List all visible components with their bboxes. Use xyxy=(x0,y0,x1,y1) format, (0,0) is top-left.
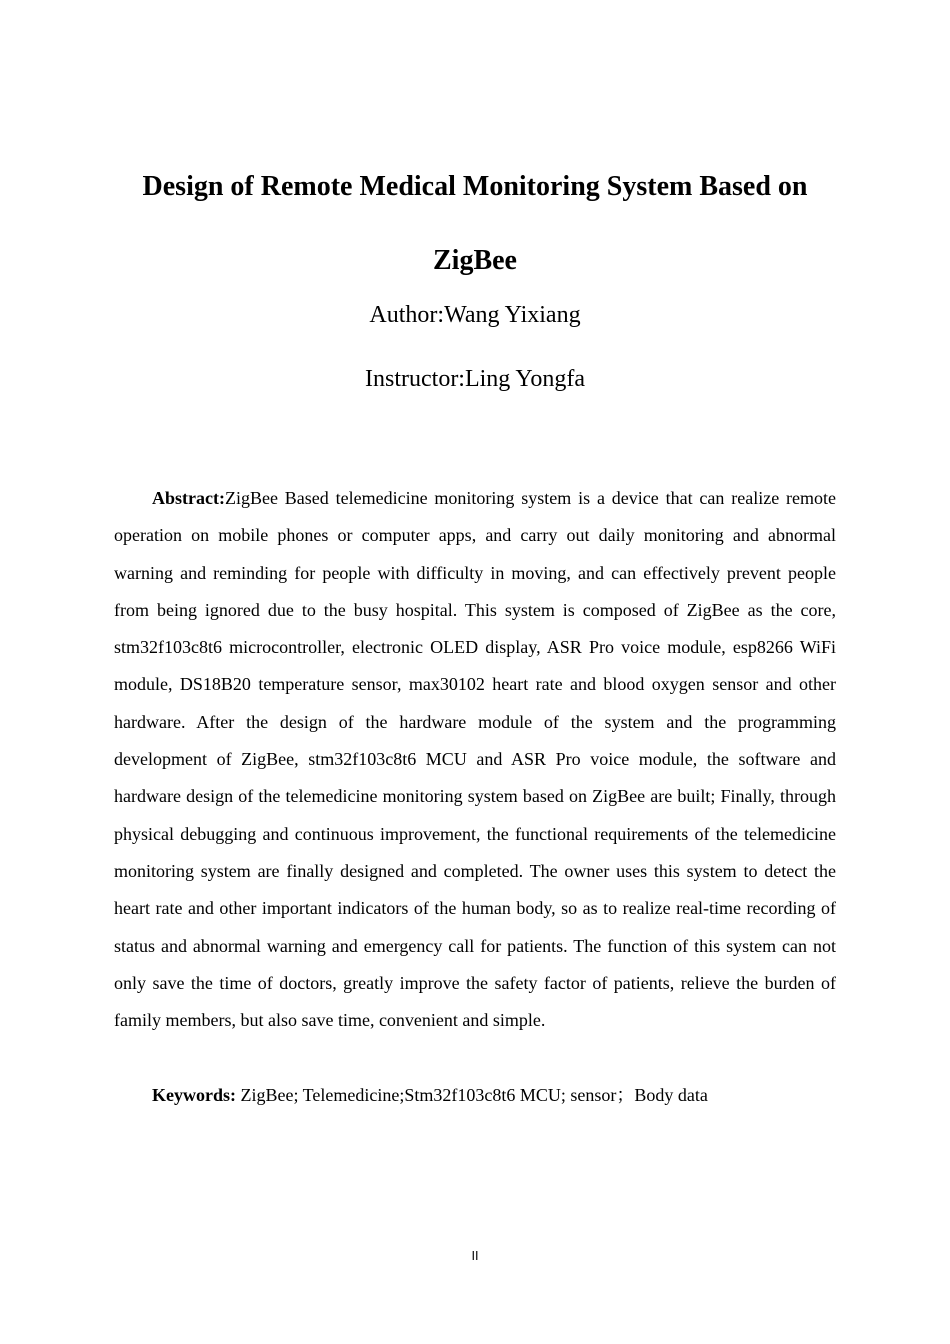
author-line: Author:Wang Yixiang xyxy=(369,302,581,328)
keywords-paragraph xyxy=(114,1077,836,1114)
keywords-label: Keywords: xyxy=(152,1085,236,1105)
abstract-paragraph xyxy=(114,480,836,1039)
abstract-text: ZigBee Based telemedicine monitoring system is a device that can realize remote operation on mobile phones or computer apps, and carry out daily monitoring and abnormal warning and reminding for people with difficulty in moving, and can effectively prevent people from being ignored due to the busy hospital. This system is composed of ZigBee as the core, stm32f103c8t6 microcontroller, electronic OLED display, ASR Pro voice module, esp8266 WiFi module, DS18B20 temperature sensor, max30102 heart rate and blood oxygen sensor and other hardware. After the design of the hardware module of the system and the programming development of ZigBee, stm32f103c8t6 MCU and ASR Pro voice module, the software and hardware design of the telemedicine monitoring system based on ZigBee are built; Finally, through physical debugging and continuous improvement, the functional requirements of the telemedicine monitoring system are finally designed and completed. The owner uses this system to detect the heart rate and other important indicators of the human body, so as to realize real-time recording of status and abnormal warning and emergency call for patients. The function of this system can not only save the time of doctors, greatly improve the safety factor of patients, relieve the burden of family members, but also save time, convenient and simple. xyxy=(114,488,836,1031)
abstract-label: Abstract: xyxy=(152,488,225,508)
paper-title-line-2: ZigBee xyxy=(433,245,517,276)
paper-title xyxy=(100,150,850,298)
page-number: II xyxy=(471,1249,479,1263)
keywords-text: ZigBee; Telemedicine;Stm32f103c8t6 MCU; sensor；Body data xyxy=(236,1085,708,1105)
paper-title-line-1: Design of Remote Medical Monitoring System Based on xyxy=(142,171,808,202)
instructor-line: Instructor:Ling Yongfa xyxy=(365,366,585,392)
